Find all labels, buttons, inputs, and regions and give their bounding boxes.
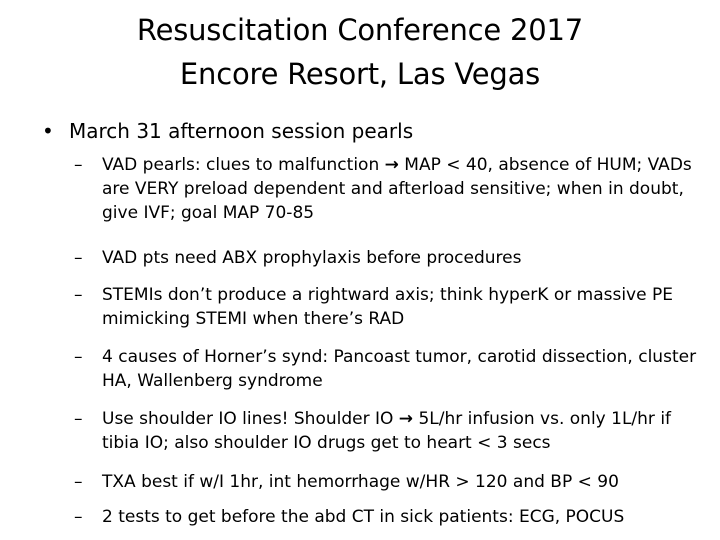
sub-bullet-text: VAD pts need ABX prophylaxis before procedures: [102, 248, 522, 268]
sub-bullet-text-part: Use shoulder IO lines! Shoulder IO: [102, 409, 399, 429]
sub-bullet-shoulder-io: [74, 407, 704, 455]
sub-bullet-text: 4 causes of Horner’s synd: Pancoast tumor, carotid dissection, cluster HA, Wallenberg syndrome: [102, 347, 697, 391]
sub-bullet-text-part: 5L/hr infusion vs. only 1L/hr if tibia IO; also shoulder IO drugs get to heart < 3 secs: [102, 409, 672, 453]
sub-bullet-text: STEMIs don’t produce a rightward axis; think hyperK or massive PE mimicking STEMI when there’s RAD: [102, 285, 673, 329]
sub-bullet-txa: [74, 470, 704, 494]
sub-bullet-horners: [74, 345, 704, 393]
dash-icon: –: [74, 155, 83, 175]
sub-bullet-vad-pearls: [74, 153, 704, 225]
sub-bullet-stemi: [74, 283, 704, 331]
main-bullet: [42, 117, 413, 145]
dash-icon: –: [74, 248, 83, 268]
sub-bullet-text: TXA best if w/I 1hr, int hemorrhage w/HR > 120 and BP < 90: [102, 472, 619, 492]
dash-icon: –: [74, 409, 83, 429]
sub-bullet-abd-ct: [74, 505, 704, 529]
slide-title: Resuscitation Conference 2017: [136, 13, 584, 47]
main-bullet-text: March 31 afternoon session pearls: [69, 119, 414, 143]
sub-bullet-text: [102, 153, 704, 225]
bullet-dot-icon: •: [42, 119, 54, 143]
arrow-right-icon: →: [398, 409, 414, 429]
dash-icon: –: [74, 472, 83, 492]
dash-icon: –: [74, 285, 83, 305]
sub-bullet-text-part: MAP < 40, absence of HUM; VADs are VERY preload dependent and afterload sensitive; when in doubt, give IVF; goal MAP 70-85: [102, 155, 692, 223]
slide-subtitle: Encore Resort, Las Vegas: [179, 57, 541, 91]
dash-icon: –: [74, 347, 83, 367]
sub-bullet-text-part: VAD pearls: clues to malfunction: [102, 155, 385, 175]
sub-bullet-vad-prophylaxis: [74, 246, 704, 270]
sub-bullet-text: 2 tests to get before the abd CT in sick patients: ECG, POCUS: [102, 507, 625, 527]
arrow-right-icon: →: [384, 155, 399, 175]
sub-bullet-text: [102, 407, 704, 455]
dash-icon: –: [74, 507, 83, 527]
